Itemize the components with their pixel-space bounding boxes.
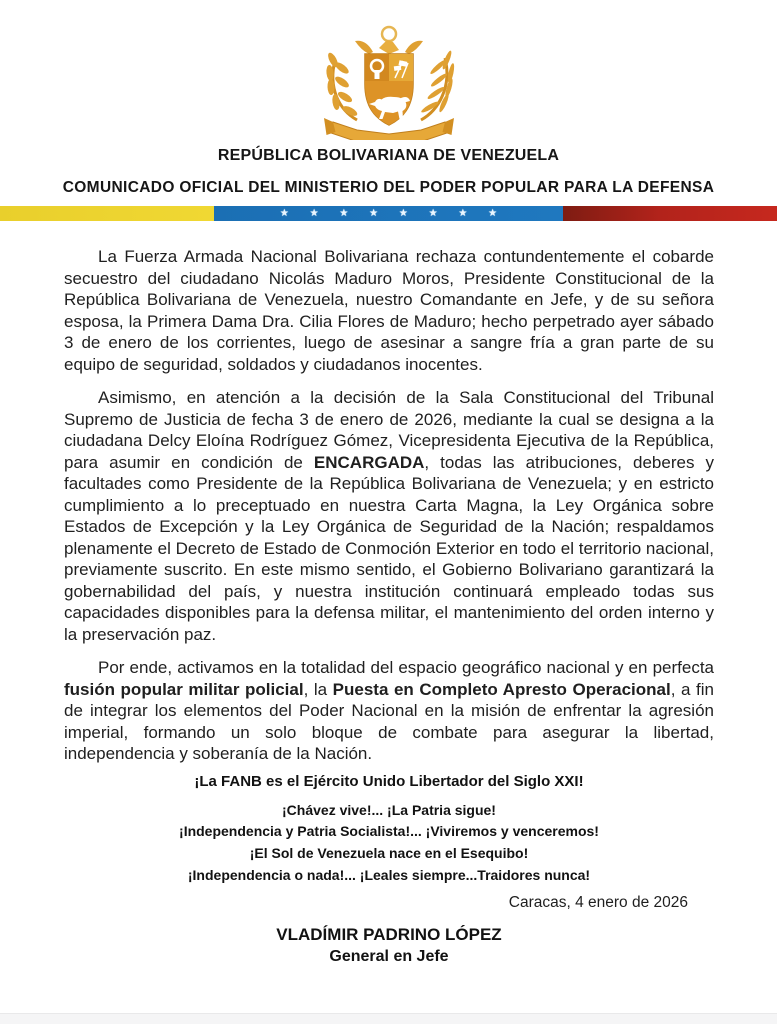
signature-block [64,924,714,967]
dateline: Caracas, 4 enero de 2026 [508,894,688,912]
flag-band-yellow [0,206,214,221]
paragraph-3: Por ende, activamos en la totalidad del espacio geográfico nacional y en perfecta fusión popular militar policial, la Puesta en Completo Apresto Operacional, a fin de integrar los elementos del Poder Nacional en la misión de enfrentar la agresión imperial, formando un solo bloque de combate para asegurar la libertad, independencia y soberanía de la Nación. [64,658,714,763]
signer-rank: General en Jefe [329,948,449,966]
paragraph-2: Asimismo, en atención a la decisión de la Sala Constitucional del Tribunal Supremo de Justicia de fecha 3 de enero de 2026, mediante la cual se designa a la ciudadana Delcy Eloína Rodríguez Gómez, Vicepresidenta Ejecutiva de la República, para asumir en condición de ENCARGADA, todas las atribuciones, deberes y facultades como Presidente de la República Bolivariana de Venezuela; y en estricto cumplimiento a lo preceptuado en nuestra Carta Magna, la Ley Orgánica sobre Estados de Excepción y la Ley Orgánica de Seguridad de la Nación; respaldamos plenamente el Decreto de Estado de Conmoción Exterior en todo el territorio nacional, previamente suscrito. En este mismo sentido, el Gobierno Bolivariano garantizará la gobernabilidad del país, y nuestra institución continuará empleado todas sus capacidades disponibles para la defensa militar, el mantenimiento del orden interno y la preservación paz. [64,388,714,644]
communique-subtitle: COMUNICADO OFICIAL DEL MINISTERIO DEL PODER POPULAR PARA LA DEFENSA [62,179,715,196]
slogan-line: ¡Chávez vive!... ¡La Patria sigue! [282,801,496,818]
signer-name: VLADÍMIR PADRINO LÓPEZ [276,925,502,945]
document-body [64,246,714,967]
republic-title: REPÚBLICA BOLIVARIANA DE VENEZUELA [217,147,560,164]
flag-band [0,206,777,221]
flag-band-blue [214,206,563,221]
venezuela-coat-of-arms-icon [296,18,481,140]
slogan-line: ¡El Sol de Venezuela nace en el Esequibo! [249,844,529,861]
slogans-block [64,800,714,887]
slogan-line: ¡Independencia y Patria Socialista!... ¡Viviremos y venceremos! [179,823,599,840]
slogan-line: ¡Independencia o nada!... ¡Leales siempre...Traidores nunca! [187,866,591,883]
paragraph-1: La Fuerza Armada Nacional Bolivariana rechaza contundentemente el cobarde secuestro del ciudadano Nicolás Maduro Moros, Presidente Constitucional de la República Bolivariana de Venezuela, nuestro Comandante en Jefe, y de su señora esposa, la Primera Dama Dra. Cilia Flores de Maduro; hecho perpetrado ayer sábado 3 de enero de los corrientes, luego de asesinar a sangre fría a gran parte de su equipo de seguridad, soldados y ciudadanos inocentes. [64,247,714,374]
fanb-headline: ¡La FANB es el Ejército Unido Libertador del Siglo XXI! [194,772,584,790]
bottom-edge-strip [0,1013,777,1024]
flag-band-red [563,206,777,221]
flag-stars-icon: ★ ★ ★ ★ ★ ★ ★ ★ [279,207,507,219]
